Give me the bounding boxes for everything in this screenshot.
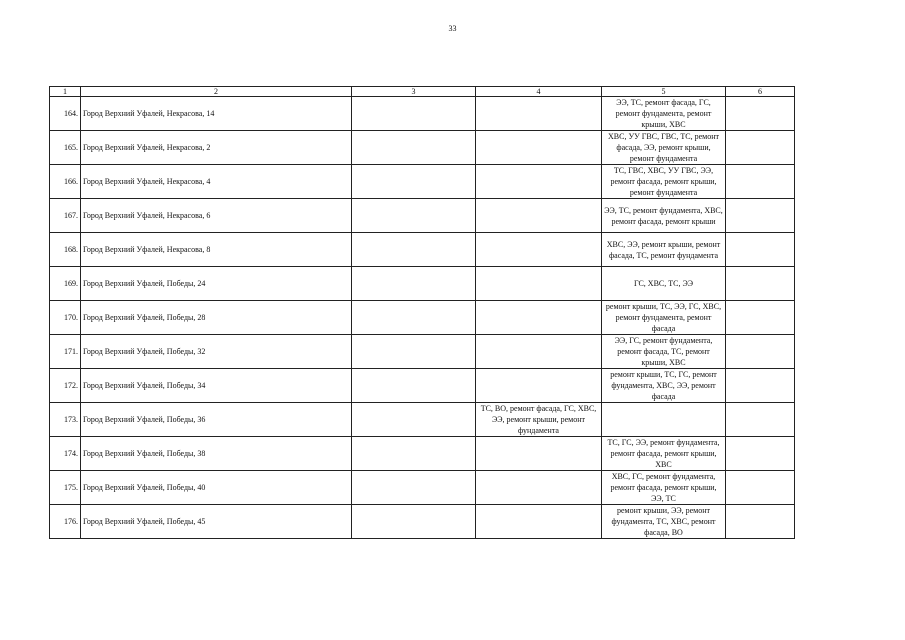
- row-number: 166.: [50, 165, 81, 199]
- table-row: [50, 131, 795, 165]
- col5-works-cell: ЭЭ, ТС, ремонт фасада, ГС, ремонт фундамента, ремонт крыши, ХВС: [602, 97, 726, 131]
- col4-works-cell: [476, 335, 602, 369]
- col4-works-cell: [476, 471, 602, 505]
- page-number: 33: [448, 24, 457, 33]
- row-number: 174.: [50, 437, 81, 471]
- col5-works-cell: ХВС, ЭЭ, ремонт крыши, ремонт фасада, ТС, ремонт фундамента: [602, 233, 726, 267]
- header-col-5: 5: [602, 87, 726, 97]
- col3-cell: [352, 471, 476, 505]
- col6-cell: [726, 165, 795, 199]
- header-row: [50, 87, 795, 97]
- col3-cell: [352, 131, 476, 165]
- row-number: 165.: [50, 131, 81, 165]
- row-number: 171.: [50, 335, 81, 369]
- col3-cell: [352, 165, 476, 199]
- address-cell: Город Верхний Уфалей, Победы, 40: [81, 471, 352, 505]
- address-cell: Город Верхний Уфалей, Победы, 24: [81, 267, 352, 301]
- table-body: [50, 97, 795, 539]
- col6-cell: [726, 437, 795, 471]
- col4-works-cell: [476, 505, 602, 539]
- col5-works-cell: ХВС, ГС, ремонт фундамента, ремонт фасада, ремонт крыши, ЭЭ, ТС: [602, 471, 726, 505]
- col3-cell: [352, 301, 476, 335]
- col6-cell: [726, 131, 795, 165]
- col4-works-cell: [476, 131, 602, 165]
- address-cell: Город Верхний Уфалей, Некрасова, 4: [81, 165, 352, 199]
- table-row: [50, 165, 795, 199]
- col3-cell: [352, 233, 476, 267]
- address-cell: Город Верхний Уфалей, Победы, 38: [81, 437, 352, 471]
- col6-cell: [726, 505, 795, 539]
- col5-works-cell: ремонт крыши, ТС, ЭЭ, ГС, ХВС, ремонт фундамента, ремонт фасада: [602, 301, 726, 335]
- col5-works-cell: ремонт крыши, ЭЭ, ремонт фундамента, ТС, ХВС, ремонт фасада, ВО: [602, 505, 726, 539]
- col6-cell: [726, 403, 795, 437]
- table-row: [50, 369, 795, 403]
- register-table: [49, 86, 795, 539]
- col3-cell: [352, 199, 476, 233]
- col4-works-cell: [476, 301, 602, 335]
- col3-cell: [352, 335, 476, 369]
- address-cell: Город Верхний Уфалей, Некрасова, 2: [81, 131, 352, 165]
- col6-cell: [726, 97, 795, 131]
- col4-works-cell: [476, 97, 602, 131]
- col3-cell: [352, 505, 476, 539]
- table-row: [50, 403, 795, 437]
- col6-cell: [726, 267, 795, 301]
- col4-works-cell: [476, 437, 602, 471]
- address-cell: Город Верхний Уфалей, Некрасова, 14: [81, 97, 352, 131]
- address-cell: Город Верхний Уфалей, Победы, 36: [81, 403, 352, 437]
- col6-cell: [726, 301, 795, 335]
- col5-works-cell: ремонт крыши, ТС, ГС, ремонт фундамента, ХВС, ЭЭ, ремонт фасада: [602, 369, 726, 403]
- col6-cell: [726, 335, 795, 369]
- header-col-3: 3: [352, 87, 476, 97]
- row-number: 173.: [50, 403, 81, 437]
- header-col-1: 1: [50, 87, 81, 97]
- address-cell: Город Верхний Уфалей, Победы, 28: [81, 301, 352, 335]
- col3-cell: [352, 403, 476, 437]
- address-cell: Город Верхний Уфалей, Победы, 32: [81, 335, 352, 369]
- col4-works-cell: ТС, ВО, ремонт фасада, ГС, ХВС, ЭЭ, ремонт крыши, ремонт фундамента: [476, 403, 602, 437]
- col6-cell: [726, 199, 795, 233]
- table-row: [50, 471, 795, 505]
- table-row: [50, 335, 795, 369]
- table-row: [50, 97, 795, 131]
- col3-cell: [352, 437, 476, 471]
- header-col-6: 6: [726, 87, 795, 97]
- col6-cell: [726, 233, 795, 267]
- col5-works-cell: ГС, ХВС, ТС, ЭЭ: [602, 267, 726, 301]
- col4-works-cell: [476, 233, 602, 267]
- header-col-4: 4: [476, 87, 602, 97]
- col4-works-cell: [476, 267, 602, 301]
- col6-cell: [726, 369, 795, 403]
- address-cell: Город Верхний Уфалей, Победы, 45: [81, 505, 352, 539]
- row-number: 168.: [50, 233, 81, 267]
- col5-works-cell: ЭЭ, ГС, ремонт фундамента, ремонт фасада, ТС, ремонт крыши, ХВС: [602, 335, 726, 369]
- col5-works-cell: ХВС, УУ ГВС, ГВС, ТС, ремонт фасада, ЭЭ, ремонт крыши, ремонт фундамента: [602, 131, 726, 165]
- table-row: [50, 199, 795, 233]
- address-cell: Город Верхний Уфалей, Победы, 34: [81, 369, 352, 403]
- col5-works-cell: ТС, ГС, ЭЭ, ремонт фундамента, ремонт фасада, ремонт крыши, ХВС: [602, 437, 726, 471]
- row-number: 167.: [50, 199, 81, 233]
- col3-cell: [352, 369, 476, 403]
- table-row: [50, 233, 795, 267]
- col3-cell: [352, 267, 476, 301]
- col5-works-cell: [602, 403, 726, 437]
- row-number: 175.: [50, 471, 81, 505]
- col6-cell: [726, 471, 795, 505]
- address-cell: Город Верхний Уфалей, Некрасова, 6: [81, 199, 352, 233]
- table-row: [50, 301, 795, 335]
- row-number: 170.: [50, 301, 81, 335]
- row-number: 176.: [50, 505, 81, 539]
- table-row: [50, 437, 795, 471]
- col4-works-cell: [476, 165, 602, 199]
- row-number: 164.: [50, 97, 81, 131]
- col5-works-cell: ЭЭ, ТС, ремонт фундамента, ХВС, ремонт фасада, ремонт крыши: [602, 199, 726, 233]
- row-number: 172.: [50, 369, 81, 403]
- col4-works-cell: [476, 199, 602, 233]
- table-row: [50, 505, 795, 539]
- col4-works-cell: [476, 369, 602, 403]
- header-col-2: 2: [81, 87, 352, 97]
- row-number: 169.: [50, 267, 81, 301]
- col5-works-cell: ТС, ГВС, ХВС, УУ ГВС, ЭЭ, ремонт фасада, ремонт крыши, ремонт фундамента: [602, 165, 726, 199]
- table-row: [50, 267, 795, 301]
- address-cell: Город Верхний Уфалей, Некрасова, 8: [81, 233, 352, 267]
- col3-cell: [352, 97, 476, 131]
